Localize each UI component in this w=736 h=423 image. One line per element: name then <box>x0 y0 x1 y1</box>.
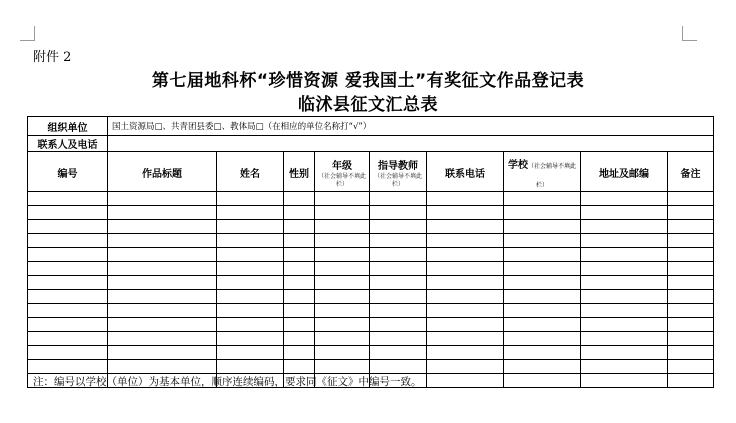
attachment-label: 附件 2 <box>33 50 72 65</box>
table-cell[interactable] <box>581 318 668 332</box>
table-cell[interactable] <box>315 262 370 276</box>
table-cell[interactable] <box>217 192 284 206</box>
table-cell[interactable] <box>504 318 581 332</box>
table-cell[interactable] <box>427 346 504 360</box>
table-cell[interactable] <box>581 374 668 388</box>
table-cell[interactable] <box>427 206 504 220</box>
table-cell[interactable] <box>370 318 427 332</box>
table-cell[interactable] <box>668 192 714 206</box>
table-cell[interactable] <box>315 192 370 206</box>
table-cell[interactable] <box>427 374 504 388</box>
table-cell[interactable] <box>668 262 714 276</box>
table-cell[interactable] <box>217 318 284 332</box>
table-cell[interactable] <box>427 290 504 304</box>
table-cell[interactable] <box>108 206 217 220</box>
document-title: 第七届地科杯“珍惜资源 爱我国土”有奖征文作品登记表 <box>151 71 585 91</box>
col-remark-header: 备注 <box>668 152 714 192</box>
table-cell[interactable] <box>504 360 581 374</box>
table-row <box>28 318 714 332</box>
table-cell[interactable] <box>581 276 668 290</box>
table-cell[interactable] <box>427 220 504 234</box>
table-cell[interactable] <box>370 346 427 360</box>
page-corner-mark-right <box>682 26 697 41</box>
table-cell[interactable] <box>108 332 217 346</box>
table-cell[interactable] <box>315 318 370 332</box>
table-cell[interactable] <box>28 318 108 332</box>
table-cell[interactable] <box>504 304 581 318</box>
table-cell[interactable] <box>108 234 217 248</box>
table-cell[interactable] <box>28 248 108 262</box>
table-cell[interactable] <box>581 332 668 346</box>
column-header-row <box>28 152 714 192</box>
col-teacher-header: 指导教师 （社会辅导不填此栏） <box>370 152 427 192</box>
table-row <box>28 220 714 234</box>
table-cell[interactable] <box>28 276 108 290</box>
table-cell[interactable] <box>668 304 714 318</box>
document-subtitle: 临沭县征文汇总表 <box>298 95 438 115</box>
table-cell[interactable] <box>427 304 504 318</box>
registration-table <box>27 116 714 388</box>
table-cell[interactable] <box>108 262 217 276</box>
table-cell[interactable] <box>284 332 315 346</box>
table-cell[interactable] <box>284 346 315 360</box>
table-cell[interactable] <box>284 206 315 220</box>
table-row <box>28 192 714 206</box>
table-cell[interactable] <box>370 332 427 346</box>
table-body <box>28 192 714 388</box>
col-gender-header: 性别 <box>284 152 315 192</box>
table-row <box>28 206 714 220</box>
table-cell[interactable] <box>28 220 108 234</box>
table-cell[interactable] <box>504 206 581 220</box>
table-cell[interactable] <box>370 220 427 234</box>
table-cell[interactable] <box>217 276 284 290</box>
table-cell[interactable] <box>284 248 315 262</box>
table-cell[interactable] <box>504 374 581 388</box>
table-cell[interactable] <box>284 262 315 276</box>
table-cell[interactable] <box>284 220 315 234</box>
table-cell[interactable] <box>315 234 370 248</box>
table-row <box>28 346 714 360</box>
col-work-title-header: 作品标题 <box>108 152 217 192</box>
org-label: 组织单位 <box>28 117 108 136</box>
table-cell[interactable] <box>504 276 581 290</box>
table-cell[interactable] <box>504 220 581 234</box>
table-cell[interactable] <box>108 346 217 360</box>
table-cell[interactable] <box>315 332 370 346</box>
table-cell[interactable] <box>28 332 108 346</box>
table-cell[interactable] <box>370 248 427 262</box>
table-cell[interactable] <box>504 346 581 360</box>
col-phone-header: 联系电话 <box>427 152 504 192</box>
table-cell[interactable] <box>28 290 108 304</box>
table-cell[interactable] <box>668 290 714 304</box>
table-cell[interactable] <box>504 290 581 304</box>
table-cell[interactable] <box>504 192 581 206</box>
table-cell[interactable] <box>668 234 714 248</box>
table-cell[interactable] <box>108 318 217 332</box>
col-grade-header: 年级 （社会辅导不填此栏） <box>315 152 370 192</box>
table-row <box>28 304 714 318</box>
table-cell[interactable] <box>370 206 427 220</box>
table-cell[interactable] <box>28 304 108 318</box>
table-cell[interactable] <box>581 262 668 276</box>
table-cell[interactable] <box>28 262 108 276</box>
table-cell[interactable] <box>668 332 714 346</box>
table-cell[interactable] <box>28 206 108 220</box>
table-cell[interactable] <box>315 276 370 290</box>
table-cell[interactable] <box>581 220 668 234</box>
footer-note: 注：编号以学校（单位）为基本单位，顺序连续编码，要求同《征文》中编号一致。 <box>33 376 422 388</box>
table-cell[interactable] <box>315 360 370 374</box>
table-cell[interactable] <box>370 290 427 304</box>
table-cell[interactable] <box>284 304 315 318</box>
table-cell[interactable] <box>581 248 668 262</box>
table-row <box>28 360 714 374</box>
table-cell[interactable] <box>108 360 217 374</box>
table-cell[interactable] <box>427 262 504 276</box>
table-cell[interactable] <box>217 262 284 276</box>
table-cell[interactable] <box>504 262 581 276</box>
org-options[interactable]: 国土资源局□、共青团县委□、教体局□（在相应的单位名称打“√”） <box>108 117 714 136</box>
table-cell[interactable] <box>217 290 284 304</box>
col-number-header: 编号 <box>28 152 108 192</box>
table-cell[interactable] <box>284 276 315 290</box>
table-cell[interactable] <box>28 234 108 248</box>
table-row <box>28 234 714 248</box>
table-cell[interactable] <box>370 234 427 248</box>
table-cell[interactable] <box>284 290 315 304</box>
table-cell[interactable] <box>581 360 668 374</box>
table-row <box>28 332 714 346</box>
table-cell[interactable] <box>427 192 504 206</box>
table-cell[interactable] <box>581 290 668 304</box>
table-cell[interactable] <box>28 360 108 374</box>
table-cell[interactable] <box>427 318 504 332</box>
table-cell[interactable] <box>28 192 108 206</box>
table-cell[interactable] <box>427 360 504 374</box>
table-cell[interactable] <box>581 346 668 360</box>
col-school-header: 学校（社会辅导不填此栏） <box>504 152 581 192</box>
contact-row <box>28 136 714 152</box>
table-cell[interactable] <box>370 192 427 206</box>
table-cell[interactable] <box>668 360 714 374</box>
table-cell[interactable] <box>315 206 370 220</box>
org-row <box>28 117 714 136</box>
table-cell[interactable] <box>668 346 714 360</box>
table-cell[interactable] <box>581 206 668 220</box>
contact-field[interactable] <box>108 136 714 152</box>
table-cell[interactable] <box>108 192 217 206</box>
table-cell[interactable] <box>370 276 427 290</box>
table-row <box>28 248 714 262</box>
table-cell[interactable] <box>217 220 284 234</box>
table-cell[interactable] <box>217 346 284 360</box>
table-cell[interactable] <box>668 276 714 290</box>
table-cell[interactable] <box>370 360 427 374</box>
table-cell[interactable] <box>108 276 217 290</box>
table-cell[interactable] <box>217 360 284 374</box>
table-cell[interactable] <box>668 374 714 388</box>
table-cell[interactable] <box>370 304 427 318</box>
table-cell[interactable] <box>315 290 370 304</box>
table-cell[interactable] <box>284 234 315 248</box>
table-cell[interactable] <box>504 332 581 346</box>
table-cell[interactable] <box>668 248 714 262</box>
table-cell[interactable] <box>668 206 714 220</box>
table-cell[interactable] <box>284 360 315 374</box>
table-cell[interactable] <box>28 346 108 360</box>
table-cell[interactable] <box>108 248 217 262</box>
table-cell[interactable] <box>504 248 581 262</box>
table-cell[interactable] <box>217 206 284 220</box>
table-cell[interactable] <box>217 248 284 262</box>
table-cell[interactable] <box>108 220 217 234</box>
table-cell[interactable] <box>668 318 714 332</box>
table-cell[interactable] <box>315 220 370 234</box>
table-row <box>28 290 714 304</box>
table-cell[interactable] <box>108 304 217 318</box>
table-cell[interactable] <box>581 304 668 318</box>
table-row <box>28 276 714 290</box>
table-cell[interactable] <box>427 234 504 248</box>
table-cell[interactable] <box>284 318 315 332</box>
table-cell[interactable] <box>427 332 504 346</box>
table-cell[interactable] <box>217 332 284 346</box>
table-cell[interactable] <box>668 220 714 234</box>
table-cell[interactable] <box>108 290 217 304</box>
table-cell[interactable] <box>427 276 504 290</box>
table-cell[interactable] <box>370 262 427 276</box>
table-cell[interactable] <box>581 192 668 206</box>
table-cell[interactable] <box>427 248 504 262</box>
table-cell[interactable] <box>217 234 284 248</box>
table-cell[interactable] <box>284 192 315 206</box>
col-name-header: 姓名 <box>217 152 284 192</box>
table-cell[interactable] <box>581 234 668 248</box>
contact-label: 联系人及电话 <box>28 136 108 152</box>
table-cell[interactable] <box>315 248 370 262</box>
table-cell[interactable] <box>315 304 370 318</box>
col-address-header: 地址及邮编 <box>581 152 668 192</box>
table-row <box>28 262 714 276</box>
table-cell[interactable] <box>315 346 370 360</box>
table-cell[interactable] <box>217 304 284 318</box>
page-corner-mark-left <box>20 26 35 41</box>
table-cell[interactable] <box>504 234 581 248</box>
